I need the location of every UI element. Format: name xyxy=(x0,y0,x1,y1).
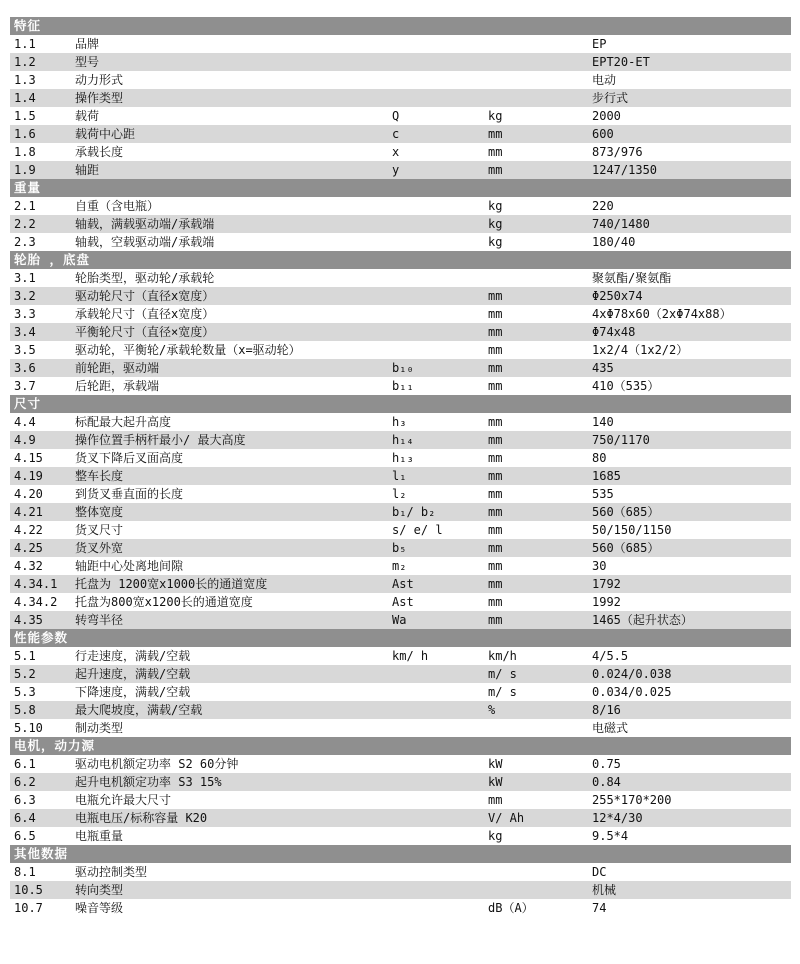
cell-unit: mm xyxy=(488,487,503,501)
cell-no: 4.15 xyxy=(14,451,43,465)
cell-desc: 承载轮尺寸（直径x宽度） xyxy=(75,307,215,321)
cell-desc: 自重（含电瓶） xyxy=(75,199,160,213)
table-row xyxy=(10,215,791,233)
table-row xyxy=(10,377,791,395)
cell-unit: mm xyxy=(488,559,503,573)
cell-desc: 标配最大起升高度 xyxy=(75,415,172,429)
cell-no: 1.6 xyxy=(14,127,36,141)
cell-val: EPT20-ET xyxy=(592,55,650,69)
cell-no: 8.1 xyxy=(14,865,36,879)
cell-no: 5.10 xyxy=(14,721,43,735)
cell-sym xyxy=(392,827,488,845)
table-row xyxy=(10,431,791,449)
cell-sym xyxy=(392,269,488,287)
table-row xyxy=(10,449,791,467)
table-row xyxy=(10,233,791,251)
cell-unit xyxy=(488,863,592,881)
cell-sym: c xyxy=(392,127,400,141)
cell-sym xyxy=(392,809,488,827)
cell-no: 6.3 xyxy=(14,793,36,807)
table-row xyxy=(10,575,791,593)
cell-unit: % xyxy=(488,703,496,717)
cell-val: 220 xyxy=(592,199,614,213)
table-row xyxy=(10,467,791,485)
cell-sym: Q xyxy=(392,109,400,123)
cell-unit: mm xyxy=(488,325,503,339)
cell-val: 410（535） xyxy=(592,379,660,393)
cell-desc: 驱动电机额定功率 S2 60分钟 xyxy=(75,757,239,771)
cell-unit: kg xyxy=(488,829,503,843)
cell-sym xyxy=(392,899,488,917)
cell-desc: 品牌 xyxy=(75,37,100,51)
table-row xyxy=(10,593,791,611)
cell-val: 0.75 xyxy=(592,757,621,771)
cell-no: 4.35 xyxy=(14,613,43,627)
cell-unit: mm xyxy=(488,145,503,159)
cell-desc: 动力形式 xyxy=(75,73,124,87)
cell-desc: 驱动轮尺寸（直径x宽度） xyxy=(75,289,215,303)
table-row xyxy=(10,773,791,791)
cell-unit: kg xyxy=(488,109,503,123)
cell-unit: mm xyxy=(488,289,503,303)
cell-no: 4.32 xyxy=(14,559,43,573)
cell-sym xyxy=(392,881,488,899)
table-row xyxy=(10,755,791,773)
cell-sym xyxy=(392,701,488,719)
cell-unit: mm xyxy=(488,127,503,141)
table-row xyxy=(10,701,791,719)
cell-unit: mm xyxy=(488,307,503,321)
table-row xyxy=(10,269,791,287)
cell-val: 140 xyxy=(592,415,614,429)
table-row xyxy=(10,899,791,917)
cell-val: 1992 xyxy=(592,595,621,609)
section-header: 电机，动力源 xyxy=(10,737,791,755)
cell-unit: mm xyxy=(488,163,503,177)
cell-sym: h₁₃ xyxy=(392,451,414,465)
cell-no: 3.6 xyxy=(14,361,36,375)
cell-unit xyxy=(488,269,592,287)
cell-val: 873/976 xyxy=(592,145,643,159)
cell-sym xyxy=(392,305,488,323)
cell-desc: 平衡轮尺寸（直径×宽度） xyxy=(75,325,215,339)
section-header: 性能参数 xyxy=(10,629,791,647)
cell-sym: b₁₀ xyxy=(392,361,414,375)
table-row xyxy=(10,89,791,107)
cell-val: 750/1170 xyxy=(592,433,650,447)
cell-unit: mm xyxy=(488,469,503,483)
table-row xyxy=(10,161,791,179)
cell-sym xyxy=(392,287,488,305)
table-row xyxy=(10,287,791,305)
cell-val: 0.024/0.038 xyxy=(592,667,672,681)
cell-sym: h₁₄ xyxy=(392,433,414,447)
cell-val: 560（685） xyxy=(592,541,660,555)
cell-desc: 型号 xyxy=(75,55,100,69)
cell-val: 4xΦ78x60（2xΦ74x88） xyxy=(592,307,732,321)
table-row xyxy=(10,359,791,377)
cell-val: 255*170*200 xyxy=(592,793,672,807)
cell-sym xyxy=(392,71,488,89)
cell-desc: 驱动控制类型 xyxy=(75,865,148,879)
cell-sym: m₂ xyxy=(392,559,407,573)
cell-sym xyxy=(392,197,488,215)
cell-no: 4.34.2 xyxy=(14,595,58,609)
cell-desc: 轴载，空载驱动端/承载端 xyxy=(75,235,215,249)
cell-desc: 噪音等级 xyxy=(75,901,124,915)
table-row xyxy=(10,71,791,89)
cell-unit: kW xyxy=(488,757,503,771)
cell-unit: mm xyxy=(488,577,503,591)
cell-unit: mm xyxy=(488,343,503,357)
cell-desc: 操作类型 xyxy=(75,91,124,105)
cell-no: 4.20 xyxy=(14,487,43,501)
cell-unit: mm xyxy=(488,451,503,465)
table-row xyxy=(10,611,791,629)
cell-unit: kg xyxy=(488,217,503,231)
cell-sym: l₂ xyxy=(392,487,407,501)
cell-val: 74 xyxy=(592,901,607,915)
cell-unit xyxy=(488,719,592,737)
cell-val: 0.034/0.025 xyxy=(592,685,672,699)
cell-sym: b₅ xyxy=(392,541,407,555)
cell-no: 4.4 xyxy=(14,415,36,429)
cell-unit: m/ s xyxy=(488,667,517,681)
cell-desc: 电瓶重量 xyxy=(75,829,124,843)
cell-val: 435 xyxy=(592,361,614,375)
section-header: 特征 xyxy=(10,17,791,35)
cell-unit: km/h xyxy=(488,649,517,663)
table-row xyxy=(10,539,791,557)
cell-no: 4.19 xyxy=(14,469,43,483)
cell-desc: 后轮距，承载端 xyxy=(75,379,160,393)
table-row xyxy=(10,719,791,737)
cell-desc: 承载长度 xyxy=(75,145,124,159)
cell-val: 740/1480 xyxy=(592,217,650,231)
cell-no: 3.5 xyxy=(14,343,36,357)
cell-unit xyxy=(488,881,592,899)
cell-no: 6.5 xyxy=(14,829,36,843)
table-row xyxy=(10,341,791,359)
cell-val: 机械 xyxy=(592,883,617,897)
cell-sym xyxy=(392,323,488,341)
cell-desc: 托盘为 1200宽x1000长的通道宽度 xyxy=(75,577,268,591)
cell-unit: mm xyxy=(488,541,503,555)
cell-val: 8/16 xyxy=(592,703,621,717)
cell-no: 1.5 xyxy=(14,109,36,123)
cell-desc: 整体宽度 xyxy=(75,505,124,519)
cell-sym xyxy=(392,773,488,791)
cell-no: 3.3 xyxy=(14,307,36,321)
cell-unit xyxy=(488,35,592,53)
table-row xyxy=(10,413,791,431)
cell-sym: b₁₁ xyxy=(392,379,414,393)
cell-desc: 操作位置手柄杆最小/ 最大高度 xyxy=(75,433,246,447)
cell-sym: Ast xyxy=(392,577,414,591)
cell-unit: kg xyxy=(488,235,503,249)
cell-val: 1792 xyxy=(592,577,621,591)
cell-no: 4.25 xyxy=(14,541,43,555)
cell-desc: 前轮距，驱动端 xyxy=(75,361,160,375)
cell-sym: km/ h xyxy=(392,649,429,663)
cell-no: 5.3 xyxy=(14,685,36,699)
cell-desc: 轴距 xyxy=(75,163,100,177)
cell-desc: 起升电机额定功率 S3 15% xyxy=(75,775,222,789)
cell-val: Φ74x48 xyxy=(592,325,636,339)
table-row xyxy=(10,557,791,575)
table-row xyxy=(10,503,791,521)
cell-no: 10.5 xyxy=(14,883,43,897)
cell-sym xyxy=(392,665,488,683)
cell-sym: l₁ xyxy=(392,469,407,483)
cell-no: 4.9 xyxy=(14,433,36,447)
cell-desc: 货叉尺寸 xyxy=(75,523,124,537)
cell-desc: 转向类型 xyxy=(75,883,124,897)
cell-desc: 最大爬坡度，满载/空载 xyxy=(75,703,203,717)
cell-sym xyxy=(392,683,488,701)
cell-unit: mm xyxy=(488,379,503,393)
cell-no: 3.4 xyxy=(14,325,36,339)
cell-desc: 轴距中心处离地间隙 xyxy=(75,559,184,573)
cell-no: 5.1 xyxy=(14,649,36,663)
cell-no: 4.34.1 xyxy=(14,577,58,591)
table-row xyxy=(10,863,791,881)
cell-val: 600 xyxy=(592,127,614,141)
cell-no: 2.1 xyxy=(14,199,36,213)
cell-unit: mm xyxy=(488,505,503,519)
cell-desc: 下降速度，满载/空载 xyxy=(75,685,191,699)
cell-sym: Ast xyxy=(392,595,414,609)
cell-val: 1247/1350 xyxy=(592,163,658,177)
cell-sym: y xyxy=(392,163,400,177)
table-row xyxy=(10,809,791,827)
table-row xyxy=(10,791,791,809)
cell-val: 30 xyxy=(592,559,607,573)
cell-no: 6.2 xyxy=(14,775,36,789)
cell-no: 4.21 xyxy=(14,505,43,519)
cell-desc: 轮胎类型，驱动轮/承载轮 xyxy=(75,271,215,285)
cell-val: 560（685） xyxy=(592,505,660,519)
cell-val: 聚氨酯/聚氨酯 xyxy=(592,271,672,285)
cell-val: EP xyxy=(592,37,607,51)
cell-desc: 载荷中心距 xyxy=(75,127,136,141)
table-row xyxy=(10,323,791,341)
cell-val: 535 xyxy=(592,487,614,501)
cell-val: 50/150/1150 xyxy=(592,523,672,537)
cell-no: 5.2 xyxy=(14,667,36,681)
table-row xyxy=(10,665,791,683)
cell-no: 10.7 xyxy=(14,901,43,915)
cell-desc: 起升速度，满载/空载 xyxy=(75,667,191,681)
cell-val: 12*4/30 xyxy=(592,811,643,825)
cell-sym xyxy=(392,53,488,71)
cell-unit: kW xyxy=(488,775,503,789)
table-row xyxy=(10,305,791,323)
cell-sym xyxy=(392,755,488,773)
table-row xyxy=(10,881,791,899)
cell-unit xyxy=(488,89,592,107)
cell-sym xyxy=(392,35,488,53)
cell-unit xyxy=(488,53,592,71)
cell-desc: 转弯半径 xyxy=(75,613,124,627)
section-header: 重量 xyxy=(10,179,791,197)
cell-desc: 制动类型 xyxy=(75,721,124,735)
cell-unit: mm xyxy=(488,595,503,609)
cell-val: 1x2/4（1x2/2） xyxy=(592,343,689,357)
table-row xyxy=(10,143,791,161)
cell-desc: 电瓶电压/标称容量 K20 xyxy=(75,811,208,825)
cell-desc: 托盘为800宽x1200长的通道宽度 xyxy=(75,595,253,609)
cell-no: 1.8 xyxy=(14,145,36,159)
cell-unit: mm xyxy=(488,433,503,447)
spec-table xyxy=(10,17,791,917)
table-row xyxy=(10,197,791,215)
cell-desc: 货叉外宽 xyxy=(75,541,124,555)
section-header: 轮胎 ，底盘 xyxy=(10,251,791,269)
cell-val: 1685 xyxy=(592,469,621,483)
cell-unit: kg xyxy=(488,199,503,213)
cell-no: 1.4 xyxy=(14,91,36,105)
cell-no: 4.22 xyxy=(14,523,43,537)
table-row xyxy=(10,683,791,701)
cell-sym xyxy=(392,791,488,809)
cell-desc: 驱动轮，平衡轮/承载轮数量（x=驱动轮） xyxy=(75,343,301,357)
cell-desc: 轴载，满载驱动端/承载端 xyxy=(75,217,215,231)
cell-sym: s/ e/ l xyxy=(392,523,443,537)
cell-sym: Wa xyxy=(392,613,407,627)
table-row xyxy=(10,827,791,845)
cell-sym: h₃ xyxy=(392,415,407,429)
table-row xyxy=(10,485,791,503)
cell-no: 5.8 xyxy=(14,703,36,717)
cell-sym xyxy=(392,89,488,107)
cell-no: 1.2 xyxy=(14,55,36,69)
cell-no: 3.1 xyxy=(14,271,36,285)
cell-val: DC xyxy=(592,865,607,879)
cell-unit xyxy=(488,71,592,89)
section-header: 尺寸 xyxy=(10,395,791,413)
cell-unit: mm xyxy=(488,361,503,375)
cell-unit: V/ Ah xyxy=(488,811,525,825)
cell-val: 80 xyxy=(592,451,607,465)
cell-desc: 电瓶允许最大尺寸 xyxy=(75,793,172,807)
cell-desc: 行走速度，满载/空载 xyxy=(75,649,191,663)
cell-no: 2.3 xyxy=(14,235,36,249)
cell-sym xyxy=(392,215,488,233)
cell-sym xyxy=(392,863,488,881)
cell-no: 1.3 xyxy=(14,73,36,87)
cell-unit: m/ s xyxy=(488,685,517,699)
cell-sym xyxy=(392,719,488,737)
cell-sym xyxy=(392,341,488,359)
cell-val: 步行式 xyxy=(592,91,629,105)
table-row xyxy=(10,125,791,143)
cell-no: 3.2 xyxy=(14,289,36,303)
cell-desc: 整车长度 xyxy=(75,469,124,483)
cell-val: 电磁式 xyxy=(592,721,629,735)
cell-desc: 载荷 xyxy=(75,109,100,123)
table-row xyxy=(10,521,791,539)
cell-val: 4/5.5 xyxy=(592,649,629,663)
cell-unit: mm xyxy=(488,613,503,627)
cell-no: 2.2 xyxy=(14,217,36,231)
cell-no: 3.7 xyxy=(14,379,36,393)
table-row xyxy=(10,647,791,665)
cell-unit: mm xyxy=(488,793,503,807)
cell-unit: mm xyxy=(488,523,503,537)
cell-sym: x xyxy=(392,145,400,159)
cell-val: 9.5*4 xyxy=(592,829,629,843)
cell-val: Φ250x74 xyxy=(592,289,643,303)
cell-val: 2000 xyxy=(592,109,621,123)
cell-val: 0.84 xyxy=(592,775,621,789)
cell-sym xyxy=(392,233,488,251)
table-row xyxy=(10,35,791,53)
cell-no: 1.9 xyxy=(14,163,36,177)
cell-no: 1.1 xyxy=(14,37,36,51)
cell-no: 6.1 xyxy=(14,757,36,771)
cell-val: 电动 xyxy=(592,73,617,87)
cell-unit: dB（A） xyxy=(488,901,534,915)
cell-desc: 货叉下降后叉面高度 xyxy=(75,451,184,465)
section-header: 其他数据 xyxy=(10,845,791,863)
table-row xyxy=(10,107,791,125)
cell-sym: b₁/ b₂ xyxy=(392,505,436,519)
cell-val: 1465（起升状态） xyxy=(592,613,693,627)
cell-desc: 到货叉垂直面的长度 xyxy=(75,487,184,501)
cell-no: 6.4 xyxy=(14,811,36,825)
table-row xyxy=(10,53,791,71)
cell-val: 180/40 xyxy=(592,235,636,249)
cell-unit: mm xyxy=(488,415,503,429)
